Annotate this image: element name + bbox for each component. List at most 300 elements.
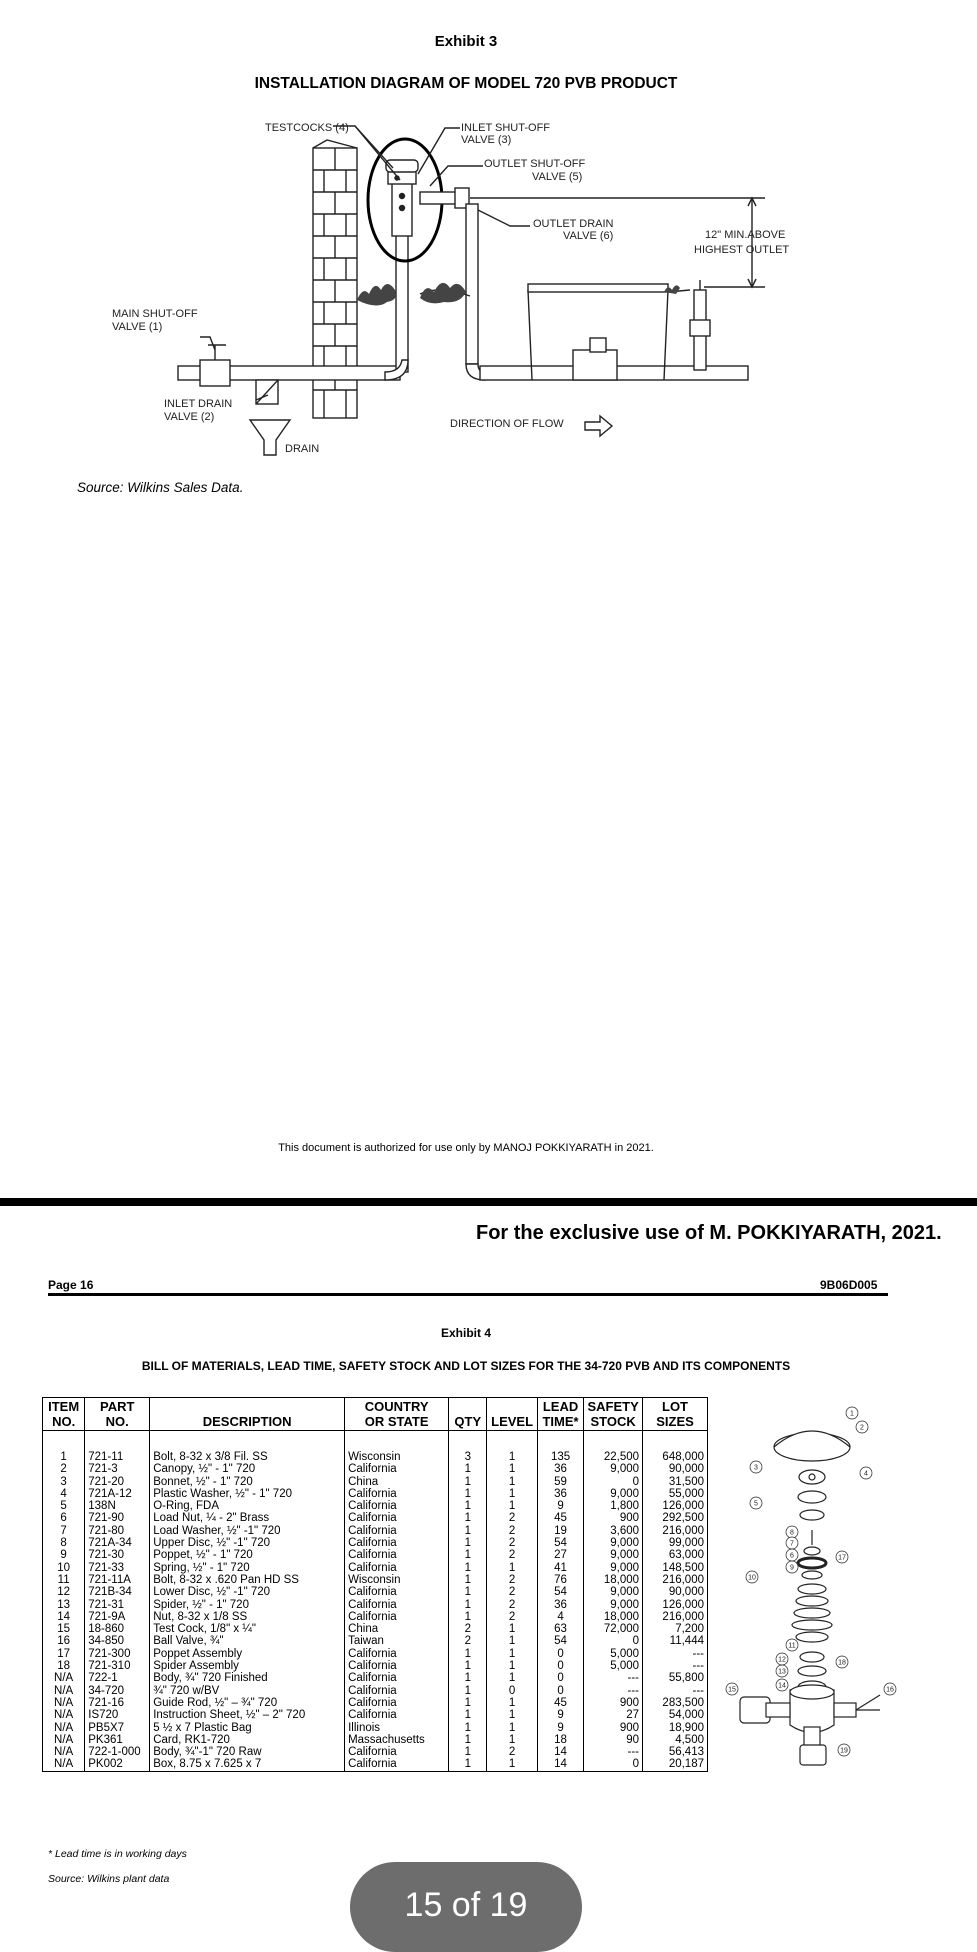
table-row: [43, 1463, 708, 1475]
table-cell: ---: [584, 1746, 643, 1758]
table-cell: 54,000: [643, 1709, 708, 1721]
table-cell: 648,000: [643, 1431, 708, 1464]
table-cell: 56,413: [643, 1746, 708, 1758]
table-cell: 55,000: [643, 1488, 708, 1500]
table-row: [43, 1512, 708, 1524]
table-cell: Ball Valve, ¾": [150, 1635, 345, 1647]
table-cell: 721-3: [85, 1463, 150, 1475]
table-cell: 1: [449, 1476, 487, 1488]
table-cell: Upper Disc, ½" -1" 720: [150, 1537, 345, 1549]
table-cell: Load Nut, ¼ - 2" Brass: [150, 1512, 345, 1524]
table-cell: 0: [537, 1672, 583, 1684]
table-cell: 9: [43, 1549, 85, 1561]
table-cell: Body, ¾"-1" 720 Raw: [150, 1746, 345, 1758]
table-cell: 900: [584, 1512, 643, 1524]
table-cell: 1: [449, 1574, 487, 1586]
label-min-above-2: HIGHEST OUTLET: [694, 244, 790, 256]
table-cell: Illinois: [345, 1722, 449, 1734]
callout-number: 8: [790, 1529, 794, 1537]
table-cell: 900: [584, 1722, 643, 1734]
table-cell: Instruction Sheet, ½" – 2" 720: [150, 1709, 345, 1721]
table-cell: 721-20: [85, 1476, 150, 1488]
table-cell: ---: [584, 1672, 643, 1684]
table-cell: 7: [43, 1525, 85, 1537]
table-cell: 7,200: [643, 1623, 708, 1635]
table-cell: 63,000: [643, 1549, 708, 1561]
table-cell: Poppet Assembly: [150, 1648, 345, 1660]
table-row: [43, 1709, 708, 1721]
table-cell: 18,000: [584, 1611, 643, 1623]
table-row: [43, 1549, 708, 1561]
table-cell: Card, RK1-720: [150, 1734, 345, 1746]
table-cell: 9,000: [584, 1537, 643, 1549]
table-cell: ---: [584, 1685, 643, 1697]
table-cell: Spring, ½" - 1" 720: [150, 1562, 345, 1574]
table-cell: 721-9A: [85, 1611, 150, 1623]
table-cell: O-Ring, FDA: [150, 1500, 345, 1512]
table-cell: 55,800: [643, 1672, 708, 1684]
table-cell: 5,000: [584, 1660, 643, 1672]
table-cell: 5 ½ x 7 Plastic Bag: [150, 1722, 345, 1734]
authorized-notice: This document is authorized for use only by MANOJ POKKIYARATH in 2021.: [278, 1142, 654, 1154]
table-cell: ¾" 720 w/BV: [150, 1685, 345, 1697]
table-cell: 4: [537, 1611, 583, 1623]
col-part: PART NO.: [85, 1398, 150, 1431]
table-cell: N/A: [43, 1697, 85, 1709]
table-cell: California: [345, 1672, 449, 1684]
table-cell: 1: [449, 1525, 487, 1537]
callout-number: 18: [838, 1659, 846, 1667]
label-direction-of-flow: DIRECTION OF FLOW: [450, 418, 564, 430]
table-cell: Spider, ½" - 1" 720: [150, 1599, 345, 1611]
table-cell: 148,500: [643, 1562, 708, 1574]
label-min-above-1: 12" MIN.ABOVE: [705, 229, 786, 241]
table-cell: Lower Disc, ½" -1" 720: [150, 1586, 345, 1598]
table-cell: 1: [487, 1660, 538, 1672]
table-cell: Test Cock, 1/8" x ¼": [150, 1623, 345, 1635]
table-cell: Spider Assembly: [150, 1660, 345, 1672]
table-cell: 721-16: [85, 1697, 150, 1709]
table-cell: 1: [487, 1697, 538, 1709]
col-safety-stock: SAFETY STOCK: [584, 1398, 643, 1431]
label-inlet-shutoff-2: VALVE (3): [461, 134, 512, 146]
table-cell: N/A: [43, 1709, 85, 1721]
label-inlet-drain-1: INLET DRAIN: [164, 398, 233, 410]
table-cell: 721-30: [85, 1549, 150, 1561]
table-cell: 1: [449, 1734, 487, 1746]
table-cell: Box, 8.75 x 7.625 x 7: [150, 1758, 345, 1771]
table-cell: 1: [449, 1549, 487, 1561]
table-cell: 721-90: [85, 1512, 150, 1524]
table-cell: N/A: [43, 1685, 85, 1697]
table-cell: 14: [537, 1758, 583, 1771]
label-main-shutoff-1: MAIN SHUT-OFF: [112, 308, 198, 320]
table-cell: Taiwan: [345, 1635, 449, 1647]
source-note: Source: Wilkins Sales Data.: [77, 480, 244, 495]
exhibit-4-label: Exhibit 4: [440, 1326, 491, 1340]
table-cell: 36: [537, 1488, 583, 1500]
exploded-parts-illustration: [720, 1405, 910, 1775]
table-cell: 9: [537, 1722, 583, 1734]
table-cell: California: [345, 1512, 449, 1524]
label-outlet-shutoff-1: OUTLET SHUT-OFF: [484, 158, 586, 170]
table-row: [43, 1685, 708, 1697]
callout-number: 2: [860, 1424, 864, 1432]
table-cell: California: [345, 1537, 449, 1549]
table-cell: 1: [449, 1562, 487, 1574]
table-cell: 2: [487, 1549, 538, 1561]
table-cell: 14: [537, 1746, 583, 1758]
table-cell: Bolt, 8-32 x .620 Pan HD SS: [150, 1574, 345, 1586]
table-cell: 2: [43, 1463, 85, 1475]
table-cell: 0: [537, 1660, 583, 1672]
table-cell: 3: [449, 1431, 487, 1464]
callout-number: 7: [790, 1540, 794, 1548]
table-cell: California: [345, 1599, 449, 1611]
table-cell: 1: [449, 1648, 487, 1660]
table-cell: 721-11: [85, 1431, 150, 1464]
table-cell: 63: [537, 1623, 583, 1635]
col-level: LEVEL: [487, 1398, 538, 1431]
bom-header-row: [43, 1398, 708, 1431]
table-cell: Bolt, 8-32 x 3/8 Fil. SS: [150, 1431, 345, 1464]
table-cell: 2: [449, 1635, 487, 1647]
exclusive-use-banner: For the exclusive use of M. POKKIYARATH, 2021.: [476, 1222, 942, 1244]
table-cell: 4: [43, 1488, 85, 1500]
table-cell: 721-80: [85, 1525, 150, 1537]
table-cell: 2: [487, 1586, 538, 1598]
table-cell: Body, ¾" 720 Finished: [150, 1672, 345, 1684]
table-cell: 1: [487, 1463, 538, 1475]
callout-number: 12: [778, 1656, 786, 1664]
callout-number: 10: [748, 1574, 756, 1582]
table-cell: 9,000: [584, 1488, 643, 1500]
table-cell: 1: [487, 1722, 538, 1734]
table-cell: 126,000: [643, 1599, 708, 1611]
table-cell: 283,500: [643, 1697, 708, 1709]
label-testcocks: TESTCOCKS (4): [265, 122, 349, 134]
table-cell: 216,000: [643, 1574, 708, 1586]
table-cell: 721-11A: [85, 1574, 150, 1586]
page-number: Page 16: [48, 1278, 94, 1292]
table-cell: 31,500: [643, 1476, 708, 1488]
table-cell: 9: [537, 1709, 583, 1721]
table-cell: 2: [487, 1746, 538, 1758]
table-cell: 1: [449, 1697, 487, 1709]
label-main-shutoff-2: VALVE (1): [112, 321, 163, 333]
col-lot-sizes: LOT SIZES: [643, 1398, 708, 1431]
callout-number: 11: [788, 1642, 796, 1650]
table-cell: 2: [449, 1623, 487, 1635]
table-cell: 54: [537, 1586, 583, 1598]
exhibit-3-label: Exhibit 3: [434, 33, 498, 50]
table-cell: IS720: [85, 1709, 150, 1721]
table-cell: California: [345, 1685, 449, 1697]
table-cell: 16: [43, 1635, 85, 1647]
table-cell: 2: [487, 1537, 538, 1549]
table-cell: PB5X7: [85, 1722, 150, 1734]
page-divider: [0, 1198, 977, 1206]
table-cell: 0: [487, 1685, 538, 1697]
table-cell: 18,000: [584, 1574, 643, 1586]
label-outlet-drain-1: OUTLET DRAIN: [533, 218, 614, 230]
table-cell: 0: [584, 1758, 643, 1771]
table-cell: 76: [537, 1574, 583, 1586]
table-cell: N/A: [43, 1722, 85, 1734]
page-indicator: [350, 1862, 582, 1952]
table-cell: California: [345, 1488, 449, 1500]
table-cell: 34-720: [85, 1685, 150, 1697]
callout-number: 4: [864, 1470, 868, 1478]
table-row: [43, 1697, 708, 1709]
table-cell: California: [345, 1746, 449, 1758]
table-cell: 20,187: [643, 1758, 708, 1771]
table-row: [43, 1746, 708, 1758]
table-cell: 2: [487, 1611, 538, 1623]
page-indicator-text: 15 of 19: [404, 1886, 528, 1924]
table-cell: 1: [449, 1660, 487, 1672]
col-item: ITEM NO.: [43, 1398, 85, 1431]
table-cell: 1: [487, 1709, 538, 1721]
table-row: [43, 1431, 708, 1464]
table-row: [43, 1537, 708, 1549]
table-cell: 27: [537, 1549, 583, 1561]
table-cell: 1: [449, 1488, 487, 1500]
table-cell: 1: [449, 1709, 487, 1721]
table-cell: 1: [449, 1746, 487, 1758]
table-cell: California: [345, 1562, 449, 1574]
table-cell: 1: [487, 1476, 538, 1488]
table-cell: 9: [537, 1500, 583, 1512]
callout-number: 5: [754, 1500, 758, 1508]
table-cell: PK361: [85, 1734, 150, 1746]
col-description: DESCRIPTION: [150, 1398, 345, 1431]
table-cell: 9,000: [584, 1549, 643, 1561]
table-row: [43, 1476, 708, 1488]
table-cell: 11: [43, 1574, 85, 1586]
table-cell: 9,000: [584, 1463, 643, 1475]
table-cell: 9,000: [584, 1586, 643, 1598]
table-cell: 1: [487, 1648, 538, 1660]
table-row: [43, 1660, 708, 1672]
table-cell: 1: [449, 1722, 487, 1734]
table-row: [43, 1758, 708, 1771]
table-cell: 1: [487, 1500, 538, 1512]
table-cell: California: [345, 1525, 449, 1537]
table-cell: 721-31: [85, 1599, 150, 1611]
table-cell: 721B-34: [85, 1586, 150, 1598]
table-cell: 59: [537, 1476, 583, 1488]
table-cell: ---: [643, 1648, 708, 1660]
table-cell: 1,800: [584, 1500, 643, 1512]
table-cell: 54: [537, 1635, 583, 1647]
table-cell: 36: [537, 1463, 583, 1475]
table-row: [43, 1599, 708, 1611]
table-cell: 138N: [85, 1500, 150, 1512]
table-cell: 722-1-000: [85, 1746, 150, 1758]
bom-body: [43, 1431, 708, 1772]
table-cell: 12: [43, 1586, 85, 1598]
label-inlet-shutoff-1: INLET SHUT-OFF: [461, 122, 551, 134]
table-row: [43, 1648, 708, 1660]
table-cell: Canopy, ½" - 1" 720: [150, 1463, 345, 1475]
table-cell: 27: [584, 1709, 643, 1721]
table-cell: 216,000: [643, 1525, 708, 1537]
table-cell: 135: [537, 1431, 583, 1464]
table-cell: 900: [584, 1697, 643, 1709]
table-cell: 18: [43, 1660, 85, 1672]
callout-number: 14: [778, 1682, 786, 1690]
table-cell: 6: [43, 1512, 85, 1524]
callout-number: 6: [790, 1552, 794, 1560]
col-lead-time: LEAD TIME*: [537, 1398, 583, 1431]
bom-source-note: Source: Wilkins plant data: [48, 1873, 170, 1885]
table-row: [43, 1611, 708, 1623]
table-cell: 72,000: [584, 1623, 643, 1635]
table-cell: 292,500: [643, 1512, 708, 1524]
table-cell: 41: [537, 1562, 583, 1574]
col-qty: QTY: [449, 1398, 487, 1431]
table-cell: 17: [43, 1648, 85, 1660]
table-cell: 1: [449, 1537, 487, 1549]
table-cell: 8: [43, 1537, 85, 1549]
table-cell: 18-860: [85, 1623, 150, 1635]
table-cell: 2: [487, 1599, 538, 1611]
table-row: [43, 1500, 708, 1512]
table-cell: N/A: [43, 1758, 85, 1771]
table-row: [43, 1562, 708, 1574]
table-cell: Wisconsin: [345, 1574, 449, 1586]
table-cell: 90,000: [643, 1463, 708, 1475]
table-cell: 90: [584, 1734, 643, 1746]
installation-diagram-title: INSTALLATION DIAGRAM OF MODEL 720 PVB PRODUCT: [254, 75, 678, 92]
table-cell: 1: [487, 1758, 538, 1771]
table-cell: 18,900: [643, 1722, 708, 1734]
table-cell: 721-310: [85, 1660, 150, 1672]
table-row: [43, 1525, 708, 1537]
table-cell: China: [345, 1623, 449, 1635]
table-cell: 1: [449, 1758, 487, 1771]
table-cell: N/A: [43, 1672, 85, 1684]
table-cell: California: [345, 1463, 449, 1475]
callout-number: 9: [790, 1564, 794, 1572]
callout-number: 19: [840, 1747, 848, 1755]
table-cell: 15: [43, 1623, 85, 1635]
table-cell: Bonnet, ½" - 1" 720: [150, 1476, 345, 1488]
table-cell: 45: [537, 1512, 583, 1524]
table-row: [43, 1623, 708, 1635]
table-cell: 721-33: [85, 1562, 150, 1574]
table-cell: Massachusetts: [345, 1734, 449, 1746]
table-cell: ---: [643, 1685, 708, 1697]
table-cell: Wisconsin: [345, 1431, 449, 1464]
table-cell: 721-300: [85, 1648, 150, 1660]
table-cell: 1: [487, 1562, 538, 1574]
col-country: COUNTRY OR STATE: [345, 1398, 449, 1431]
table-cell: 5,000: [584, 1648, 643, 1660]
table-cell: 18: [537, 1734, 583, 1746]
label-inlet-drain-2: VALVE (2): [164, 411, 215, 423]
table-cell: 1: [449, 1586, 487, 1598]
table-cell: 9,000: [584, 1599, 643, 1611]
table-cell: 2: [487, 1512, 538, 1524]
table-cell: 1: [449, 1500, 487, 1512]
label-outlet-drain-2: VALVE (6): [563, 230, 614, 242]
table-cell: 1: [43, 1431, 85, 1464]
table-cell: 1: [449, 1685, 487, 1697]
table-cell: 1: [487, 1734, 538, 1746]
table-cell: 0: [537, 1685, 583, 1697]
table-cell: 1: [487, 1635, 538, 1647]
bom-table: [42, 1397, 708, 1772]
table-cell: 54: [537, 1537, 583, 1549]
table-cell: 3: [43, 1476, 85, 1488]
table-cell: 10: [43, 1562, 85, 1574]
table-cell: California: [345, 1758, 449, 1771]
table-cell: 2: [487, 1574, 538, 1586]
table-cell: 0: [584, 1635, 643, 1647]
table-cell: California: [345, 1549, 449, 1561]
table-cell: 0: [584, 1476, 643, 1488]
table-cell: 1: [487, 1623, 538, 1635]
table-row: [43, 1734, 708, 1746]
table-cell: 36: [537, 1599, 583, 1611]
installation-diagram: [0, 0, 977, 470]
table-row: [43, 1488, 708, 1500]
callout-number: 3: [754, 1464, 758, 1472]
table-row: [43, 1635, 708, 1647]
table-cell: 126,000: [643, 1500, 708, 1512]
table-row: [43, 1722, 708, 1734]
table-cell: California: [345, 1697, 449, 1709]
table-cell: 22,500: [584, 1431, 643, 1464]
table-cell: N/A: [43, 1734, 85, 1746]
label-outlet-shutoff-2: VALVE (5): [532, 171, 583, 183]
doc-code: 9B06D005: [820, 1278, 878, 1292]
table-cell: California: [345, 1500, 449, 1512]
label-drain: DRAIN: [285, 443, 320, 455]
table-cell: China: [345, 1476, 449, 1488]
table-cell: 13: [43, 1599, 85, 1611]
table-cell: Poppet, ½" - 1" 720: [150, 1549, 345, 1561]
header-rule: [48, 1293, 888, 1296]
table-cell: N/A: [43, 1746, 85, 1758]
callout-number: 15: [728, 1686, 736, 1694]
callout-number: 13: [778, 1668, 786, 1676]
table-cell: 0: [537, 1648, 583, 1660]
table-cell: 1: [449, 1599, 487, 1611]
table-cell: 45: [537, 1697, 583, 1709]
table-cell: 2: [487, 1525, 538, 1537]
table-cell: 721A-34: [85, 1537, 150, 1549]
table-cell: 1: [449, 1512, 487, 1524]
bom-title: BILL OF MATERIALS, LEAD TIME, SAFETY STOCK AND LOT SIZES FOR THE 34-720 PVB AND ITS COMPONENTS: [141, 1359, 791, 1373]
table-cell: 721A-12: [85, 1488, 150, 1500]
table-cell: 90,000: [643, 1586, 708, 1598]
table-cell: 1: [449, 1611, 487, 1623]
callout-number: 1: [850, 1410, 854, 1418]
table-row: [43, 1574, 708, 1586]
table-cell: 1: [487, 1488, 538, 1500]
table-cell: California: [345, 1611, 449, 1623]
table-cell: Load Washer, ½" -1" 720: [150, 1525, 345, 1537]
table-cell: 1: [449, 1672, 487, 1684]
table-cell: 3,600: [584, 1525, 643, 1537]
table-cell: PK002: [85, 1758, 150, 1771]
table-cell: Plastic Washer, ½" - 1" 720: [150, 1488, 345, 1500]
table-cell: California: [345, 1648, 449, 1660]
callout-number: 16: [886, 1686, 894, 1694]
